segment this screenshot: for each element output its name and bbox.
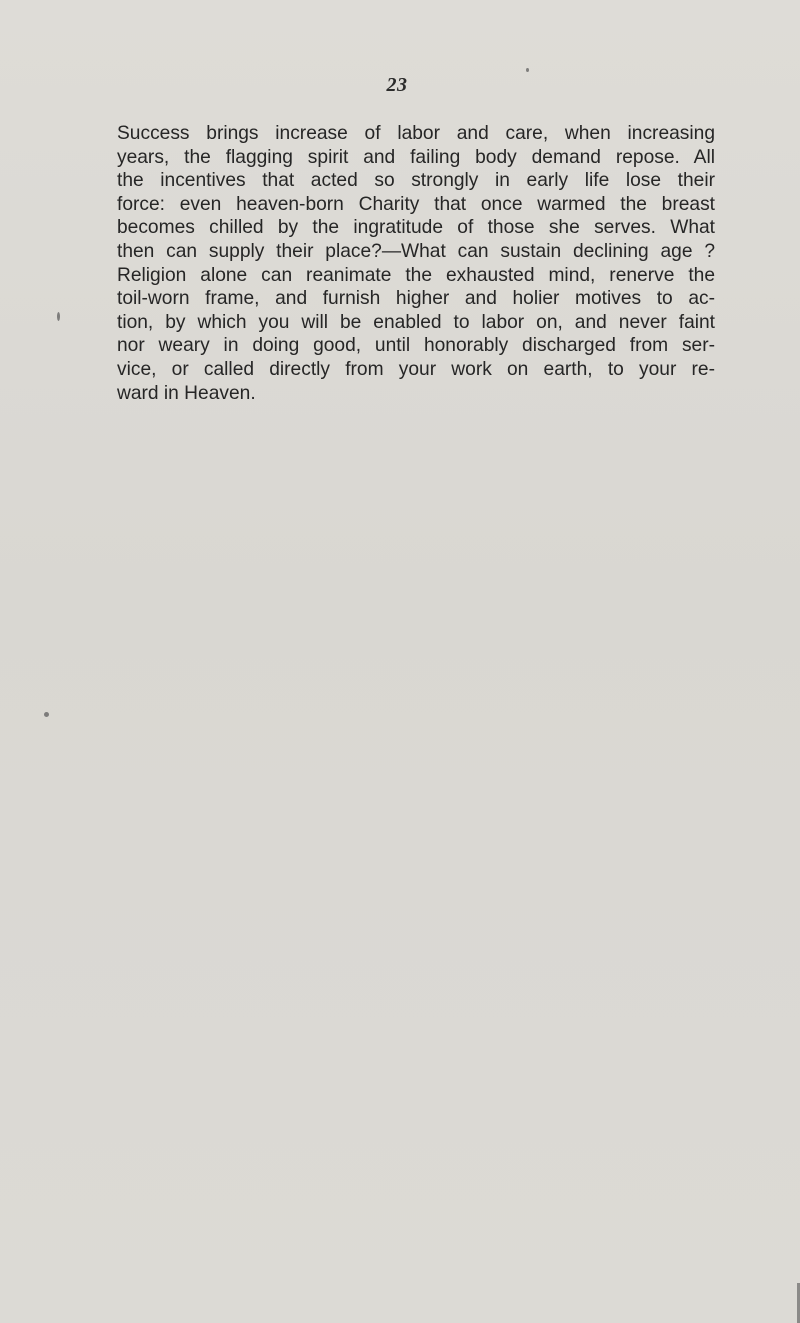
margin-speck — [44, 712, 49, 717]
text-line: Religion alone can reanimate the exhausted mind, renerve the — [117, 264, 715, 286]
text-line: the incentives that acted so strongly in early life lose their — [117, 170, 715, 192]
margin-speck — [57, 312, 60, 321]
text-line: toil-worn frame, and furnish higher and holier motives to ac- — [117, 288, 715, 310]
text-line: ward in Heaven. — [117, 382, 256, 404]
page-number: 23 — [386, 74, 408, 96]
text-line: then can supply their place?—What can sustain declining age ? — [117, 240, 715, 262]
text-line: becomes chilled by the ingratitude of those she serves. What — [117, 217, 715, 239]
text-line: nor weary in doing good, until honorably discharged from ser- — [117, 335, 715, 357]
text-line: tion, by which you will be enabled to labor on, and never faint — [117, 311, 715, 333]
text-line: years, the flagging spirit and failing body demand repose. All — [117, 146, 715, 168]
text-line: force: even heaven-born Charity that once warmed the breast — [117, 193, 715, 215]
text-line: Success brings increase of labor and care, when increasing — [117, 123, 715, 144]
margin-speck — [526, 68, 529, 72]
body-paragraph — [117, 122, 715, 405]
text-line: vice, or called directly from your work on earth, to your re- — [117, 358, 715, 380]
